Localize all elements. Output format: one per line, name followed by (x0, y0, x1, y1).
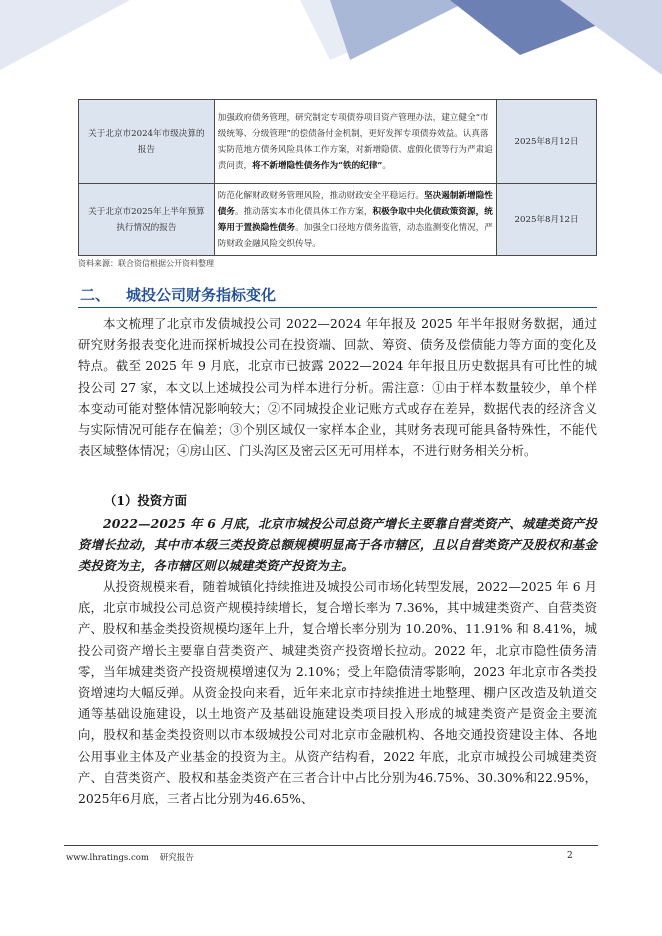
paragraph-summary: 2022—2025 年 6 月底，北京市城投公司总资产增长主要靠自营类资产、城建类资产投资增长拉动，其中市本级三类投资总额规模明显高于各市辖区，且以自营类资产及股权和基金类投资为主，各市辖区则以城建类资产投资为主。 (78, 516, 597, 574)
header-decoration (0, 0, 662, 100)
section-underline (78, 307, 597, 309)
table-cell-content: 加强政府债务管理，研究制定专项债券项目资产管理办法，建立健全“市级统筹、分级管理”的偿债备付金机制，更好发挥专项债券效益。认真落实防范地方债务风险具体工作方案，对新增隐债、虚假化债等行为严肃追责问责，将不新增隐性债务作为“铁的纪律”。 (214, 100, 496, 184)
paragraph-intro: 本文梳理了北京市发债城投公司 2022—2024 年年报及 2025 年半年报财务数据，通过研究财务报表变化进而探析城投公司在投资端、回款、筹资、债务及偿债能力等方面的变化及特点。截至 2025 年 9 月底，北京市已披露 2022—2024 年年报且历史数据具有可比性的城投公司 27 家，本文以上述城投公司为样本进行分析。需注意：①由于样本数量较少，单个样本变动可能对整体情况影响较大；②不同城投企业记账方式或存在差异，数据代表的经济含义与实际情况可能存在偏差；③个别区域仅一家样本企业，其财务表现可能具备特殊性，不能代表区域整体情况；④房山区、门头沟区及密云区无可用样本，不进行财务相关分析。 (78, 316, 597, 459)
table-cell-content: 防范化解财政财务管理风险，推动财政安全平稳运行。坚决遏制新增隐性债务。推动落实本市化债具体工作方案，积极争取中央化债政策资源，统筹用于置换隐性债务。加强全口径地方债务监管，动态监测变化情况，严防财政金融风险交织传导。 (214, 184, 496, 256)
paragraph-investment-scale: 从投资规模来看，随着城镇化持续推进及城投公司市场化转型发展，2022—2025 年 6 月底，北京市城投公司总资产规模持续增长，复合增长率为 7.36%，其中城建类资产、自营类资产、股权和基金类投资规模均逐年上升，复合增长率分别为 10.20%、11.91% 和 8.41%，城投公司资产增长主要靠自营类资产、城建类资产投资增长拉动。2022 年，北京市隐性债务清零，当年城建类资产投资规模增速仅为 2.10%；受上年隐债清零影响，2023 年北京市各类投资增速均大幅反弹。从资金投向来看，近年来北京市持续推进土地整理、棚户区改造及轨道交通等基础设施建设，以土地资产及基础设施建设类项目投入形成的城建类资产是资金主要流向，股权和基金类投资则以市本级城投公司对北京市金融机构、各地交通投资建设主体、各地公用事业主体及产业基金的投资为主。从资产结构看，2022 年底，北京市城投公司城建类资产、自营类资产、股权和基金类资产在三者合计中占比分别为46.75%、30.30%和22.95%，2025年6月底，三者占比分别为46.65%、 (78, 579, 597, 807)
section-title: 城投公司财务指标变化 (126, 286, 277, 304)
source-note: 资料来源：联合资信根据公开资料整理 (78, 259, 214, 268)
footer-divider (64, 845, 598, 846)
footer-info (66, 851, 194, 863)
section-number: 二、 (80, 286, 111, 304)
table-cell-date: 2025年8月12日 (497, 100, 597, 184)
deco-triangle-left (0, 0, 130, 70)
table-cell-date: 2025年8月12日 (497, 184, 597, 256)
policy-table (78, 99, 597, 256)
table-row (79, 100, 597, 184)
page-number: 2 (567, 851, 573, 861)
footer-report-type: 研究报告 (159, 853, 194, 863)
subheading-investment: （1）投资方面 (104, 493, 187, 508)
table-row (79, 184, 597, 256)
table-cell-title: 关于北京市2025年上半年预算执行情况的报告 (79, 184, 215, 256)
deco-triangle-center-dark (330, 0, 470, 60)
section-heading (78, 281, 597, 309)
table-cell-title: 关于北京市2024年市级决算的报告 (79, 100, 215, 184)
footer-website: www.lhratings.com (66, 853, 149, 863)
